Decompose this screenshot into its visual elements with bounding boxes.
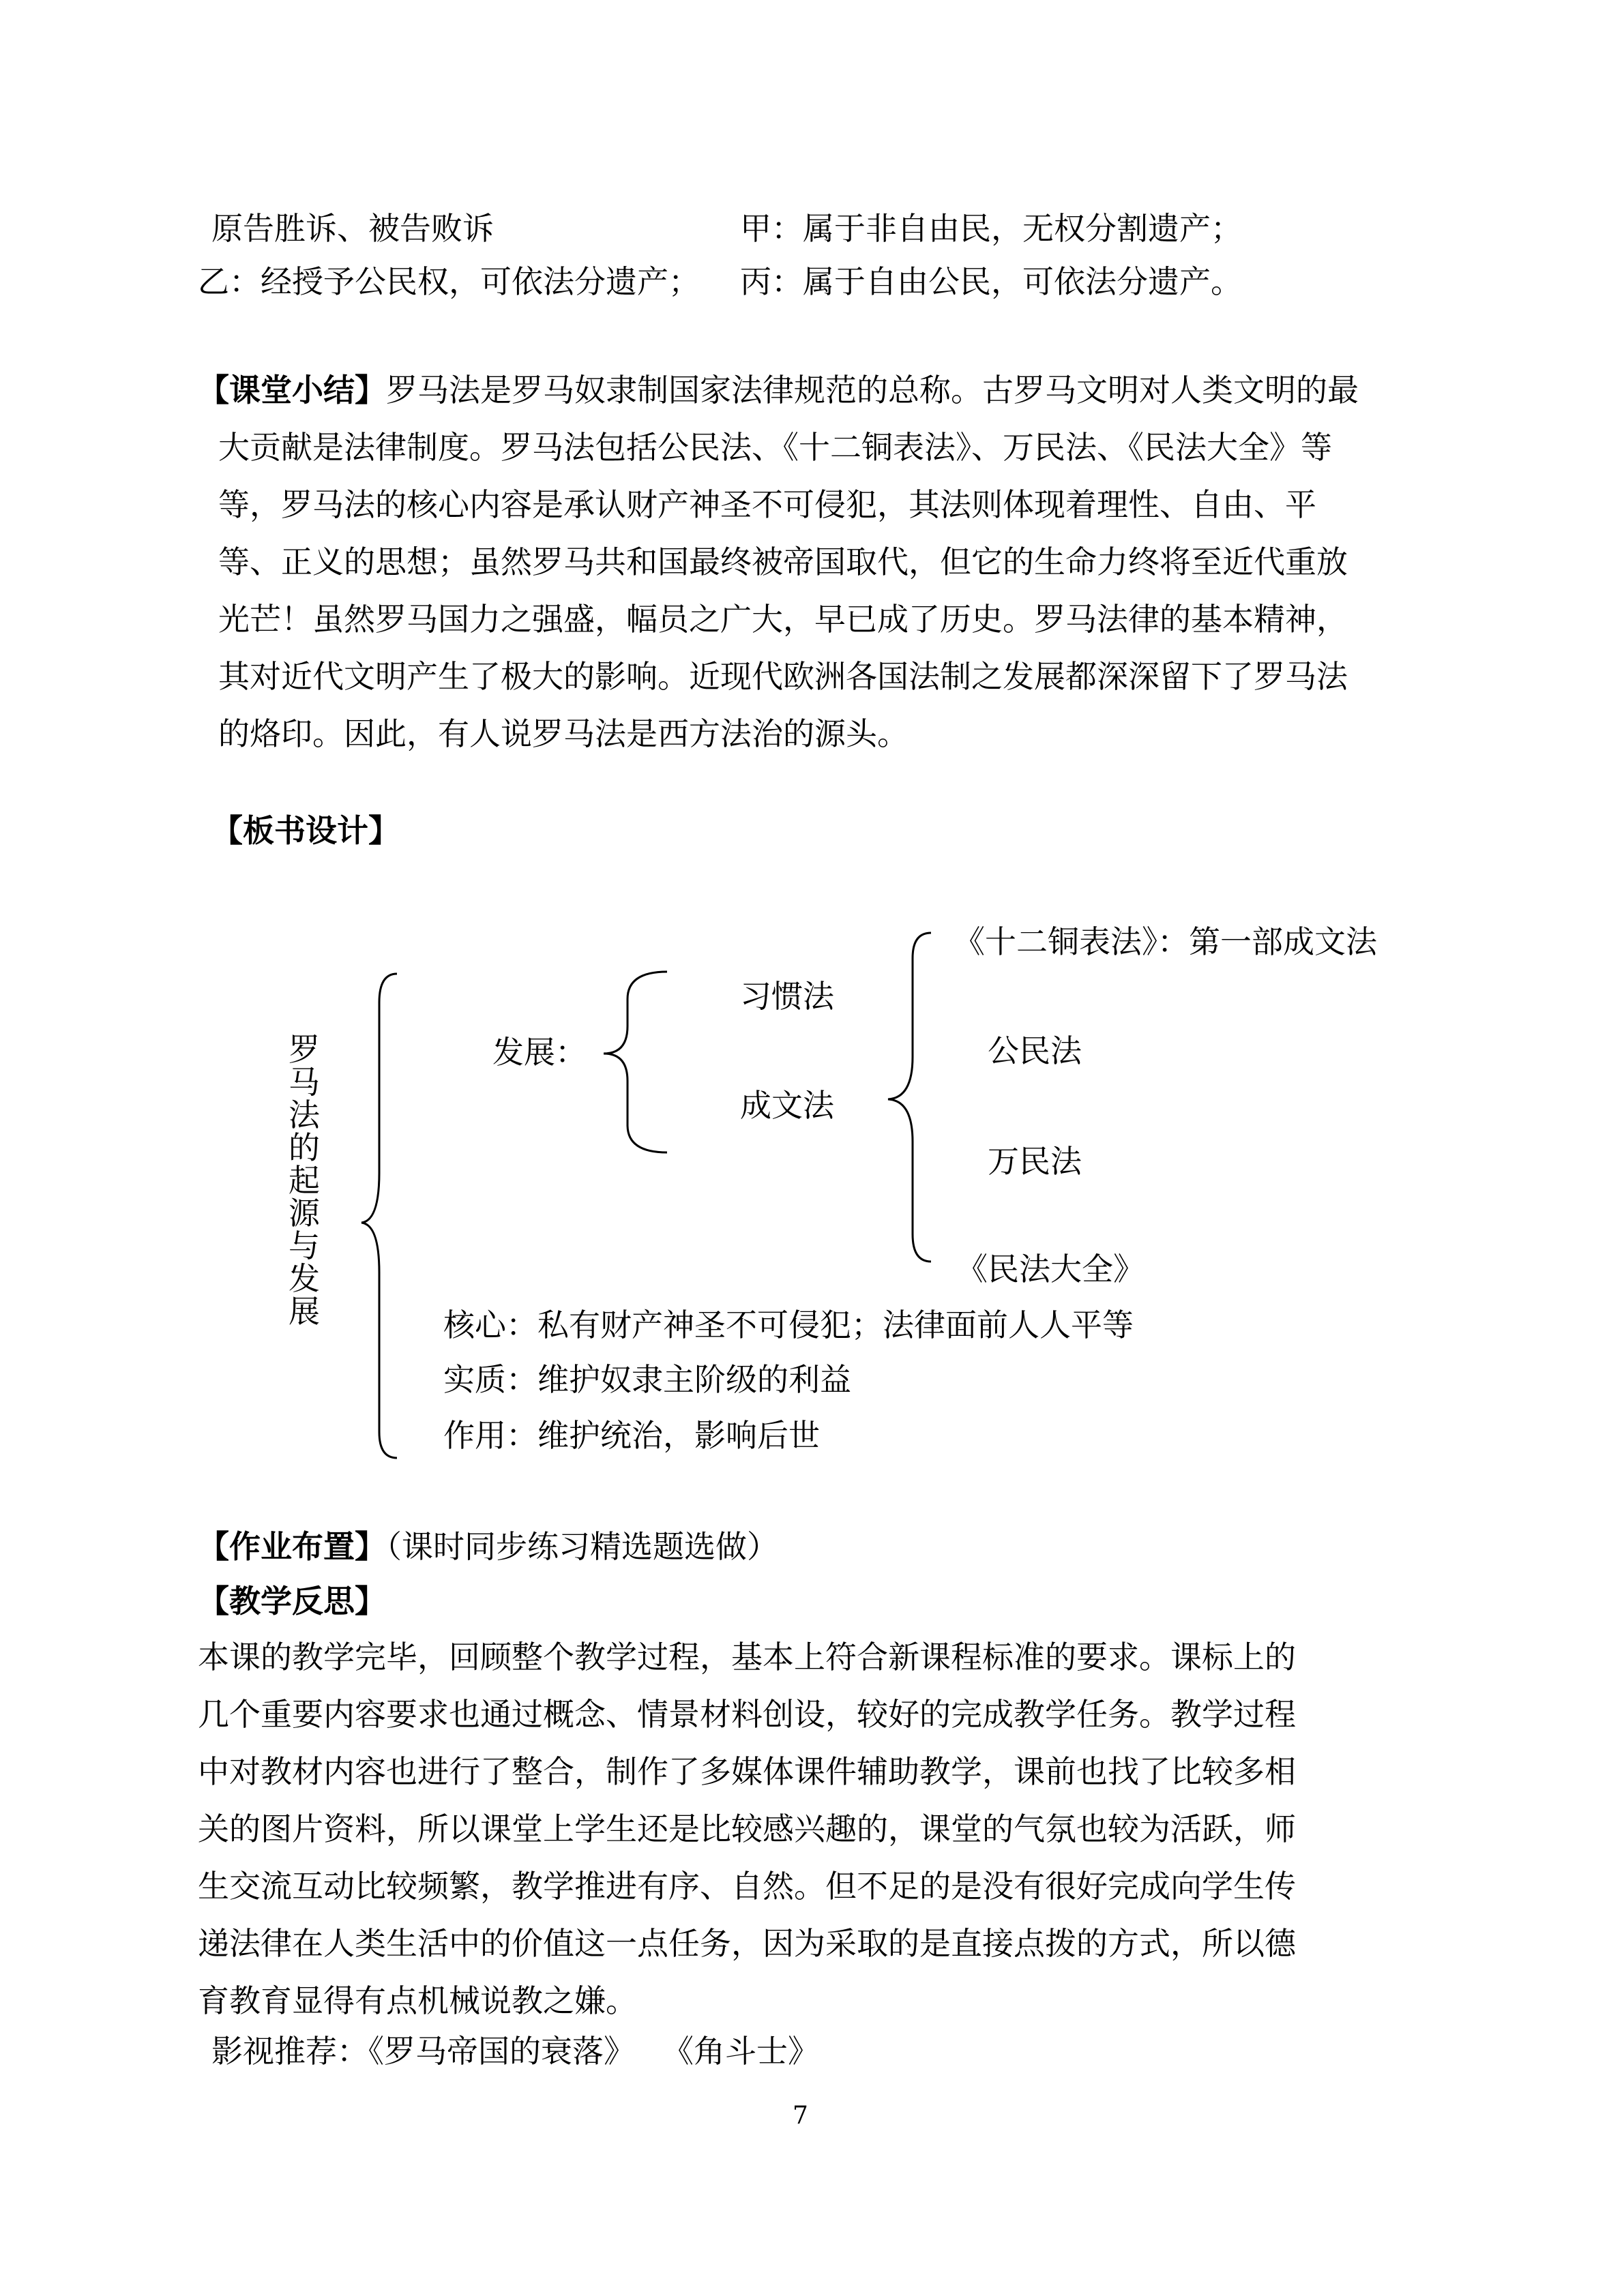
board-essence: 实质：维护奴隶主阶级的利益 xyxy=(443,1361,851,1398)
homework xyxy=(198,1528,778,1565)
reflection-line-4: 关的图片资料，所以课堂上学生还是比较感兴趣的，课堂的气氛也较为活跃，师 xyxy=(198,1810,1296,1847)
summary-line-1: 【课堂小结】罗马法是罗马奴隶制国家法律规范的总称。古罗马文明对人类文明的最 xyxy=(198,372,1359,408)
reflection-line-2: 几个重要内容要求也通过概念、情景材料创设，较好的完成教学任务。教学过程 xyxy=(198,1696,1296,1733)
board-function: 作用：维护统治，影响后世 xyxy=(443,1417,820,1454)
reflection-line-6: 递法律在人类生活中的价值这一点任务，因为采取的是直接点拨的方式，所以德 xyxy=(198,1925,1296,1962)
summary-line-7: 的烙印。因此，有人说罗马法是西方法治的源头。 xyxy=(218,715,909,752)
reflection-line-7: 育教育显得有点机械说教之嫌。 xyxy=(198,1982,637,2019)
summary-line-4: 等、正义的思想；虽然罗马共和国最终被帝国取代，但它的生命力终将至近代重放 xyxy=(218,543,1348,580)
written-law: 成文法 xyxy=(740,1087,834,1124)
case-line2-right: 丙：属于自由公民，可依法分遗产。 xyxy=(740,263,1242,300)
summary-line-5: 光芒！虽然罗马国力之强盛，幅员之广大，早已成了历史。罗马法律的基本精神， xyxy=(218,601,1348,638)
summary-line-6: 其对近代文明产生了极大的影响。近现代欧洲各国法制之发展都深深留下了罗马法 xyxy=(218,658,1348,695)
reflection-label: 【教学反思】 xyxy=(198,1583,386,1620)
civil-law: 公民法 xyxy=(988,1032,1082,1069)
homework-text: （课时同步练习精选题选做） xyxy=(386,1528,778,1565)
board-vertical-title: 罗马法的起源与发展 xyxy=(289,1031,320,1330)
case-line2-left: 乙：经授予公民权，可依法分遗产； xyxy=(198,263,700,300)
case-line1-left: 原告胜诉、被告败诉 xyxy=(211,210,494,247)
summary-line-3: 等，罗马法的核心内容是承认财产神圣不可侵犯，其法则体现着理性、自由、平 xyxy=(218,486,1316,523)
reflection-body xyxy=(198,1628,1296,2029)
film-recommendation xyxy=(211,2033,819,2070)
big-brace xyxy=(361,974,397,1458)
development-brace xyxy=(604,972,667,1152)
board-label: 【板书设计】 xyxy=(211,812,400,849)
twelve-tables: 《十二铜表法》：第一部成文法 xyxy=(954,923,1377,960)
customary-law: 习惯法 xyxy=(740,978,834,1015)
film-1: 《罗马帝国的衰落》 xyxy=(368,2033,635,2070)
films-label: 影视推荐： xyxy=(211,2033,368,2070)
reflection-line-5: 生交流互动比较频繁，教学推进有序、自然。但不足的是没有很好完成向学生传 xyxy=(198,1868,1296,1905)
corpus-juris: 《民法大全》 xyxy=(956,1251,1145,1287)
summary-line-2: 大贡献是法律制度。罗马法包括公民法、《十二铜表法》、万民法、《民法大全》等 xyxy=(218,429,1332,466)
reflection-line-3: 中对教材内容也进行了整合，制作了多媒体课件辅助教学，课前也找了比较多相 xyxy=(198,1753,1296,1790)
law-of-nations: 万民法 xyxy=(988,1143,1082,1180)
development-label: 发展： xyxy=(492,1034,587,1071)
case-line1-right: 甲：属于非自由民，无权分割遗产； xyxy=(740,210,1242,247)
reflection-line-1: 本课的教学完毕，回顾整个教学过程，基本上符合新课程标准的要求。课标上的 xyxy=(198,1639,1296,1675)
homework-label: 【作业布置】 xyxy=(198,1528,386,1565)
summary-label: 【课堂小结】 xyxy=(198,372,386,408)
page-number: 7 xyxy=(793,2102,808,2130)
board-core: 核心：私有财产神圣不可侵犯；法律面前人人平等 xyxy=(443,1307,1134,1343)
film-2: 《角斗士》 xyxy=(662,2033,819,2070)
written-law-brace xyxy=(888,933,931,1262)
